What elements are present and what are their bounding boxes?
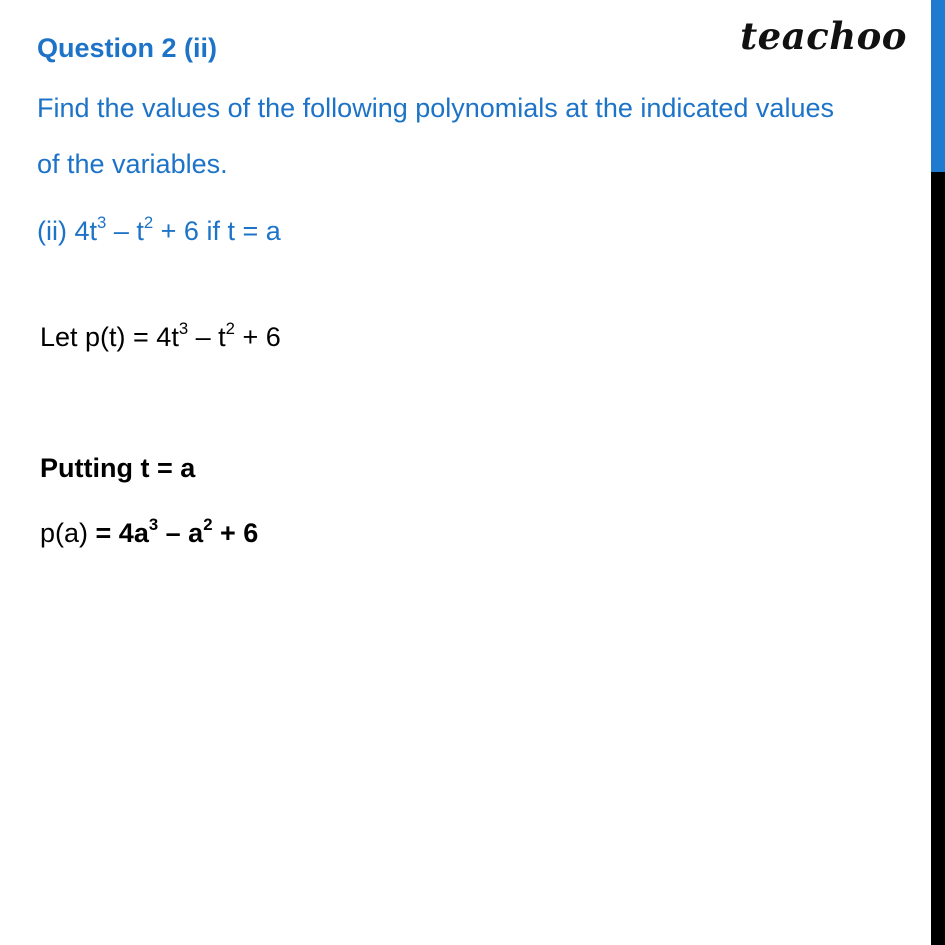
part-exponent-1: 3 (97, 212, 107, 232)
let-middle: – t (188, 322, 226, 352)
question-prompt-line1: Find the values of the following polynomials at the indicated values (37, 93, 834, 123)
result-exponent-2: 2 (203, 514, 213, 534)
teachoo-logo: teachoo (740, 14, 907, 58)
let-exponent-2: 2 (225, 318, 235, 338)
right-edge-accent (931, 0, 945, 172)
question-prompt-line2: of the variables. (37, 149, 228, 179)
solution-let-line (40, 319, 281, 355)
let-suffix: + 6 (234, 322, 281, 352)
part-exponent-2: 2 (143, 212, 154, 232)
result-lhs: p(a) (40, 518, 96, 548)
question-part-ii (37, 213, 281, 249)
result-suffix: + 6 (212, 518, 259, 548)
question-title: Question 2 (ii) (37, 33, 218, 63)
let-prefix: Let p(t) = 4t (40, 322, 179, 352)
result-prefix: = 4a (95, 518, 149, 548)
solution-result-line (40, 515, 258, 551)
result-middle: – a (158, 518, 204, 548)
right-edge-bar (931, 0, 945, 945)
part-middle: – t (106, 216, 144, 246)
part-prefix: (ii) 4t (37, 216, 97, 246)
solution-putting-line: Putting t = a (40, 453, 196, 483)
let-exponent-1: 3 (178, 318, 189, 338)
part-suffix: + 6 if t = a (153, 216, 281, 246)
result-exponent-1: 3 (148, 514, 159, 534)
